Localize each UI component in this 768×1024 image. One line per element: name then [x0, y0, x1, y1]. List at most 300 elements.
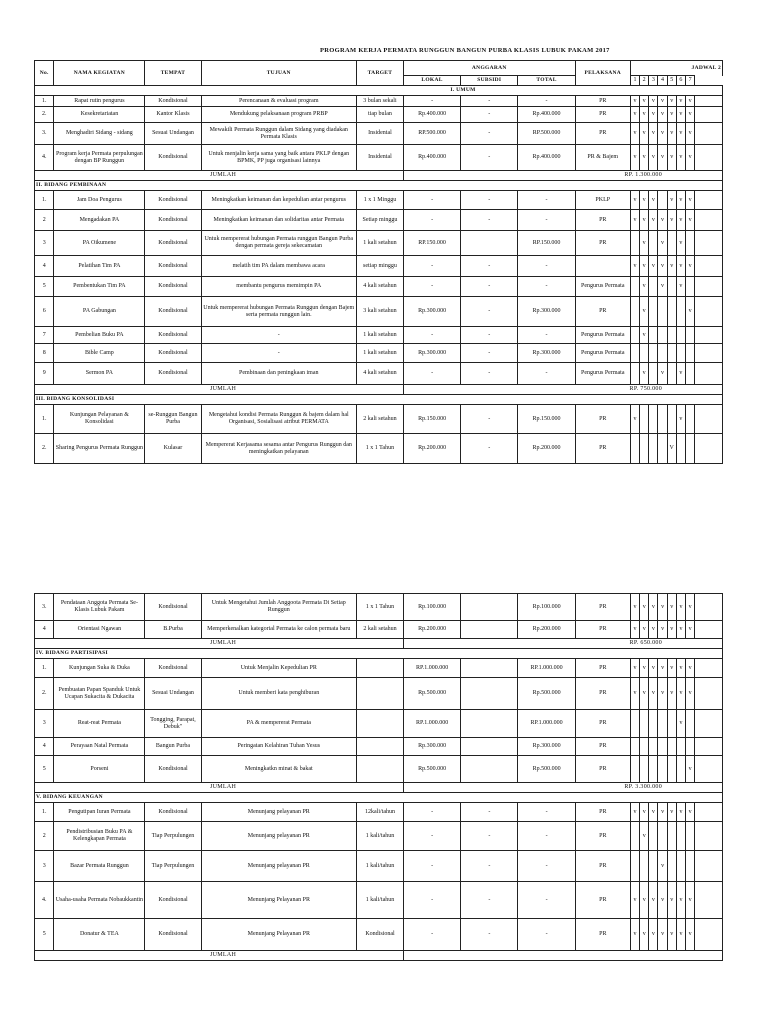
jadwal-mark — [649, 344, 658, 363]
jadwal-extra-cell — [695, 851, 723, 882]
row-pelaksana: PR — [575, 297, 630, 327]
jadwal-mark: v — [649, 678, 658, 710]
jadwal-col: 6 — [676, 76, 685, 86]
row-nama-kegiatan: Menghadiri Sidang - sidang — [54, 123, 145, 145]
row-no: 5 — [35, 756, 54, 783]
row-subsidi: - — [461, 107, 518, 123]
header-target: TARGET — [356, 61, 403, 86]
jadwal-mark: v — [676, 363, 685, 385]
row-subsidi: - — [461, 919, 518, 951]
row-lokal: Rp.400.000 — [403, 107, 460, 123]
jadwal-mark: v — [640, 191, 649, 210]
table-row — [35, 256, 723, 277]
row-subsidi: - — [461, 256, 518, 277]
row-no: 3. — [35, 123, 54, 145]
jadwal-mark — [630, 231, 639, 256]
table-row — [35, 919, 723, 951]
row-total: - — [518, 851, 575, 882]
jadwal-mark — [630, 738, 639, 756]
jadwal-mark — [658, 405, 667, 434]
row-no: 9 — [35, 363, 54, 385]
table-row — [35, 210, 723, 231]
jadwal-mark — [676, 756, 685, 783]
row-lokal: Rp.500.000 — [404, 756, 461, 783]
jadwal-mark: v — [685, 96, 694, 107]
table-row — [35, 297, 723, 327]
jadwal-mark: v — [658, 145, 667, 171]
jadwal-mark — [640, 344, 649, 363]
jadwal-mark: v — [658, 210, 667, 231]
section-title: III. BIDANG KONSOLIDASI — [35, 395, 723, 405]
jadwal-mark: v — [676, 145, 685, 171]
row-tujuan: Mengetahui kondisi Permata Runggun & bajem dalam hal Organisasi, Sosialisasi atribut PERMATA — [201, 405, 356, 434]
row-subsidi: - — [461, 405, 518, 434]
jadwal-extra-cell — [695, 145, 723, 171]
header-lokal: LOKAL — [403, 76, 460, 86]
row-lokal: RP.150.000 — [403, 231, 460, 256]
row-lokal: Rp.100.000 — [404, 594, 461, 621]
row-lokal: RP.1.000.000 — [404, 659, 461, 678]
row-no: 5 — [35, 919, 54, 951]
row-pelaksana: Pengurus Permata — [575, 277, 630, 297]
jadwal-mark: v — [649, 659, 658, 678]
row-target — [356, 738, 403, 756]
jadwal-extra-cell — [695, 210, 723, 231]
jadwal-mark — [630, 851, 639, 882]
jadwal-mark: v — [658, 594, 667, 621]
row-total: Rp.100.000 — [518, 594, 575, 621]
jadwal-mark — [686, 822, 695, 851]
row-no: 3 — [35, 231, 54, 256]
jadwal-mark — [667, 851, 676, 882]
jadwal-mark — [640, 405, 649, 434]
jadwal-mark — [630, 756, 639, 783]
jadwal-mark: v — [630, 919, 639, 951]
jadwal-mark: v — [658, 851, 667, 882]
jadwal-mark: v — [676, 710, 685, 738]
jadwal-mark: v — [667, 919, 676, 951]
row-target: 4 kali setahun — [356, 363, 403, 385]
row-pelaksana: PR — [575, 803, 630, 822]
section-header-row — [35, 395, 723, 405]
row-tempat: B.Purba — [145, 621, 201, 639]
jadwal-mark: v — [685, 123, 694, 145]
jadwal-mark: v — [649, 123, 658, 145]
jumlah-label: JUMLAH — [35, 171, 404, 181]
row-target: 2 kali setahun — [356, 621, 403, 639]
jadwal-mark: v — [685, 107, 694, 123]
jadwal-mark — [667, 297, 676, 327]
table-row — [35, 277, 723, 297]
jadwal-mark: v — [658, 621, 667, 639]
row-pelaksana: PR — [575, 678, 630, 710]
row-no: 4 — [35, 621, 54, 639]
table-row — [35, 710, 723, 738]
row-tempat: Kondisional — [145, 297, 201, 327]
table-row — [35, 327, 723, 344]
jadwal-mark — [640, 851, 649, 882]
jadwal-mark — [676, 738, 685, 756]
row-target: 4 kali setahun — [356, 277, 403, 297]
jadwal-mark: v — [667, 123, 676, 145]
row-nama-kegiatan: Pelatihan Tim PA — [54, 256, 145, 277]
jadwal-mark — [658, 297, 667, 327]
row-no: 1. — [35, 405, 54, 434]
jumlah-label: JUMLAH — [35, 951, 404, 961]
row-target: 1 kali setahun — [356, 231, 403, 256]
row-lokal: - — [403, 256, 460, 277]
jadwal-mark: v — [686, 659, 695, 678]
jadwal-mark: v — [640, 231, 649, 256]
row-target: Insidental — [356, 145, 403, 171]
row-subsidi — [461, 659, 518, 678]
jadwal-mark: v — [630, 803, 639, 822]
jadwal-mark: v — [685, 210, 694, 231]
jadwal-extra-cell — [695, 621, 723, 639]
row-target: 1 kali/tahun — [356, 822, 403, 851]
jadwal-extra-cell — [695, 659, 723, 678]
row-tujuan: Perencanaan & evaluasi program — [201, 96, 356, 107]
row-subsidi: - — [461, 851, 518, 882]
jadwal-mark — [649, 231, 658, 256]
row-total: - — [518, 96, 575, 107]
row-tujuan: Menunjang Pelayanan PR — [201, 919, 356, 951]
row-total: Rp.400.000 — [518, 145, 575, 171]
row-tempat: Kondisional — [145, 882, 201, 919]
row-target: Setiap minggu — [356, 210, 403, 231]
row-pelaksana: PR — [575, 882, 630, 919]
jadwal-mark: v — [667, 256, 676, 277]
header-anggaran: ANGGARAN — [403, 61, 575, 76]
jadwal-mark: v — [630, 405, 639, 434]
section-header-row — [35, 649, 723, 659]
row-lokal: Rp.500.000 — [404, 678, 461, 710]
jadwal-mark — [676, 434, 685, 464]
jadwal-mark — [685, 363, 694, 385]
jadwal-mark: v — [630, 882, 639, 919]
table-row — [35, 851, 723, 882]
row-pelaksana: PR — [575, 594, 630, 621]
row-target: Insidental — [356, 123, 403, 145]
row-subsidi: - — [461, 327, 518, 344]
row-tujuan: Menunjang pelayanan PR — [201, 851, 356, 882]
jadwal-mark: v — [686, 621, 695, 639]
row-total: RP.1.000.000 — [518, 710, 575, 738]
row-subsidi: - — [461, 145, 518, 171]
table-row — [35, 145, 723, 171]
jumlah-row — [35, 171, 723, 181]
jadwal-mark: v — [676, 96, 685, 107]
header-subsidi: SUBSIDI — [461, 76, 518, 86]
row-target: 2 kali setahun — [356, 405, 403, 434]
header-no: No. — [35, 61, 54, 86]
table-row — [35, 594, 723, 621]
jadwal-mark: v — [649, 882, 658, 919]
row-lokal: - — [403, 96, 460, 107]
jadwal-mark — [667, 405, 676, 434]
table-row — [35, 123, 723, 145]
row-no: 7 — [35, 327, 54, 344]
row-total: Rp.500.000 — [518, 756, 575, 783]
table-row — [35, 621, 723, 639]
jadwal-extra-cell — [695, 363, 723, 385]
row-tempat: Kondisional — [145, 756, 201, 783]
row-total: Rp.300.000 — [518, 344, 575, 363]
jadwal-mark: v — [640, 919, 649, 951]
jadwal-mark: v — [686, 919, 695, 951]
jadwal-mark — [649, 756, 658, 783]
row-tujuan: - — [201, 344, 356, 363]
row-nama-kegiatan: Sharing Pengurus Permata Runggun — [54, 434, 145, 464]
row-lokal: RP.1.000.000 — [404, 710, 461, 738]
row-target: 3 kali setahun — [356, 297, 403, 327]
jadwal-mark: v — [649, 594, 658, 621]
row-tempat: Kantor Klasis — [145, 107, 201, 123]
row-pelaksana: PR — [575, 434, 630, 464]
jadwal-mark — [649, 277, 658, 297]
row-lokal: Rp.300.000 — [403, 344, 460, 363]
jadwal-extra-cell — [695, 277, 723, 297]
jadwal-mark — [658, 191, 667, 210]
row-total: - — [518, 363, 575, 385]
header-nama-kegiatan: NAMA KEGIATAN — [54, 61, 145, 86]
row-pelaksana: PR — [575, 919, 630, 951]
jadwal-mark: v — [658, 256, 667, 277]
row-total: - — [518, 803, 575, 822]
row-target: 1 kali setahun — [356, 344, 403, 363]
row-total: - — [518, 191, 575, 210]
row-tujuan: Mempererat Kerjasama sesama antar Pengurus Runggun dan meningkatkan pelayanan — [201, 434, 356, 464]
table-row — [35, 803, 723, 822]
jadwal-mark: v — [686, 803, 695, 822]
jadwal-mark — [686, 851, 695, 882]
row-tujuan: Untuk Mengetahui Jumlah Anggoota Permata Di Setiap Runggun — [201, 594, 356, 621]
row-nama-kegiatan: Pembentukan Tim PA — [54, 277, 145, 297]
jadwal-mark — [658, 710, 667, 738]
jadwal-extra-cell — [695, 107, 723, 123]
section-header-row — [35, 793, 723, 803]
row-tempat: Kondisional — [145, 803, 201, 822]
row-tempat: Kondisional — [145, 363, 201, 385]
row-lokal: - — [403, 277, 460, 297]
jumlah-total: RP. 750.000 — [403, 385, 722, 395]
jadwal-extra-cell — [695, 919, 723, 951]
row-no: 1. — [35, 96, 54, 107]
row-tempat: se-Runggun Bangun Purba — [145, 405, 201, 434]
row-pelaksana: PR — [575, 405, 630, 434]
jadwal-mark — [667, 738, 676, 756]
row-tempat: Tiap Perpulungen — [145, 822, 201, 851]
document-title: PROGRAM KERJA PERMATA RUNGGUN BANGUN PURBA KLASIS LUBUK PAKAM 2017 — [320, 47, 610, 54]
row-nama-kegiatan: Program kerja Permata perpulungan dengan BP Runggun — [54, 145, 145, 171]
row-lokal: Rp.300.000 — [403, 297, 460, 327]
row-tujuan: Mewakili Permata Runggun dalam Sidang yang diadakan Permata Klasis — [201, 123, 356, 145]
section-title: I. UMUM — [35, 86, 723, 96]
jadwal-mark: v — [676, 919, 685, 951]
row-no: 3 — [35, 851, 54, 882]
jadwal-extra-cell — [695, 297, 723, 327]
row-lokal: Rp.400.000 — [403, 145, 460, 171]
row-tempat: Kondisional — [145, 145, 201, 171]
row-subsidi: - — [461, 191, 518, 210]
jadwal-mark: v — [630, 678, 639, 710]
row-subsidi: - — [461, 277, 518, 297]
jadwal-mark: v — [667, 594, 676, 621]
row-tempat: Kondisional — [145, 191, 201, 210]
row-tempat: Kondisional — [145, 256, 201, 277]
jadwal-mark: v — [640, 96, 649, 107]
jadwal-mark: v — [630, 594, 639, 621]
jadwal-extra-cell — [695, 822, 723, 851]
row-pelaksana: Pengurus Permata — [575, 344, 630, 363]
row-pelaksana: PR — [575, 96, 630, 107]
jadwal-col: 2 — [640, 76, 649, 86]
row-subsidi: - — [461, 210, 518, 231]
jadwal-mark — [658, 327, 667, 344]
jadwal-mark — [630, 434, 639, 464]
jadwal-mark: v — [686, 678, 695, 710]
jadwal-mark: v — [686, 594, 695, 621]
row-tujuan: melatih tim PA dalam membawa acara — [201, 256, 356, 277]
row-target: Kondisional — [356, 919, 403, 951]
header-jadwal: JADWAL 2 — [630, 61, 722, 76]
row-pelaksana: PR — [575, 756, 630, 783]
jadwal-mark: v — [649, 107, 658, 123]
jadwal-mark: v — [630, 96, 639, 107]
jadwal-extra-cell — [695, 882, 723, 919]
jadwal-mark: v — [676, 231, 685, 256]
jadwal-mark — [685, 277, 694, 297]
row-lokal: - — [404, 882, 461, 919]
section-header-row — [35, 86, 723, 96]
jadwal-mark — [649, 363, 658, 385]
jadwal-mark — [658, 822, 667, 851]
row-nama-kegiatan: PA Oikumene — [54, 231, 145, 256]
row-tempat: Kondisional — [145, 231, 201, 256]
jadwal-mark: v — [649, 919, 658, 951]
jadwal-mark — [667, 710, 676, 738]
row-subsidi: - — [461, 363, 518, 385]
row-subsidi: - — [461, 344, 518, 363]
header-tempat: TEMPAT — [145, 61, 201, 86]
row-tujuan: Untuk mempererat hubungan Permata Runggun dengan Bajem serta permata runggun lain. — [201, 297, 356, 327]
jadwal-extra-cell — [695, 123, 723, 145]
jadwal-mark: v — [630, 123, 639, 145]
row-nama-kegiatan: PA Gabungan — [54, 297, 145, 327]
row-tempat: Kondisional — [145, 96, 201, 107]
jadwal-extra-cell — [695, 405, 723, 434]
jadwal-mark — [630, 344, 639, 363]
jadwal-mark — [649, 405, 658, 434]
jadwal-extra-cell — [695, 327, 723, 344]
table-row — [35, 434, 723, 464]
table-row — [35, 405, 723, 434]
jadwal-mark: v — [640, 621, 649, 639]
row-tempat: Sesuai Undangan — [145, 678, 201, 710]
jadwal-mark: v — [667, 145, 676, 171]
row-target: 1 kali/tahun — [356, 851, 403, 882]
row-subsidi — [461, 621, 518, 639]
jadwal-mark: v — [667, 678, 676, 710]
row-total: Rp.300.000 — [518, 738, 575, 756]
jadwal-mark: v — [640, 107, 649, 123]
jadwal-col: 1 — [630, 76, 639, 86]
jadwal-mark: v — [676, 256, 685, 277]
row-target — [356, 756, 403, 783]
row-lokal: - — [404, 803, 461, 822]
jadwal-mark: v — [676, 594, 685, 621]
row-nama-kegiatan: Rapat rutin pengurus — [54, 96, 145, 107]
jadwal-mark — [685, 405, 694, 434]
jumlah-row — [35, 385, 723, 395]
jadwal-extra-cell — [695, 256, 723, 277]
jadwal-mark: v — [658, 919, 667, 951]
jadwal-mark: v — [640, 659, 649, 678]
jadwal-mark — [649, 851, 658, 882]
jadwal-mark: v — [658, 123, 667, 145]
jadwal-col: 3 — [649, 76, 658, 86]
row-pelaksana: PR — [575, 107, 630, 123]
jadwal-mark: v — [676, 803, 685, 822]
row-tujuan: Mendukung pelaksanaan program PRBP — [201, 107, 356, 123]
jadwal-mark: v — [658, 659, 667, 678]
row-tujuan: Menunjang Pelayanan PR — [201, 882, 356, 919]
jadwal-mark — [667, 231, 676, 256]
jadwal-mark: v — [640, 145, 649, 171]
jadwal-mark: v — [658, 882, 667, 919]
jumlah-row — [35, 783, 723, 793]
row-tujuan: membantu pengurus memimpin PA — [201, 277, 356, 297]
jadwal-mark: v — [640, 678, 649, 710]
jadwal-mark — [658, 434, 667, 464]
jadwal-extra-cell — [695, 344, 723, 363]
row-no: 4 — [35, 256, 54, 277]
row-pelaksana: PR — [575, 210, 630, 231]
row-no: 1. — [35, 191, 54, 210]
section-title: IV. BIDANG PARTISIPASI — [35, 649, 723, 659]
jadwal-mark — [630, 710, 639, 738]
row-tujuan: Meningkatkan keimanan dan kepedulian antar pengurus — [201, 191, 356, 210]
row-target: 12kali/tahun — [356, 803, 403, 822]
row-no: 3. — [35, 594, 54, 621]
row-target: tiap bulan — [356, 107, 403, 123]
header-total: TOTAL — [518, 76, 575, 86]
row-total: RP.500.000 — [518, 123, 575, 145]
row-no: 2 — [35, 822, 54, 851]
row-no: 3 — [35, 710, 54, 738]
row-tempat: Kondisional — [145, 210, 201, 231]
row-pelaksana: PR & Bajem — [575, 145, 630, 171]
jadwal-mark — [630, 822, 639, 851]
row-tujuan: Meningkatkn minat & bakat — [201, 756, 356, 783]
jadwal-mark — [676, 344, 685, 363]
jadwal-mark: v — [630, 621, 639, 639]
row-tujuan: Untuk mempererat hubungan Permata runggun Bangun Purba dengan permata gereja sekecamatan — [201, 231, 356, 256]
row-target: 1 kali setahun — [356, 327, 403, 344]
table-row — [35, 363, 723, 385]
jadwal-extra-cell — [695, 594, 723, 621]
jadwal-mark: v — [640, 123, 649, 145]
jadwal-mark: v — [676, 107, 685, 123]
row-total: Rp.200.000 — [518, 621, 575, 639]
row-tempat: Kondisional — [145, 344, 201, 363]
jadwal-extra-cell — [695, 803, 723, 822]
jadwal-mark: v — [676, 277, 685, 297]
jadwal-mark — [676, 327, 685, 344]
row-no: 2. — [35, 107, 54, 123]
row-subsidi: - — [461, 123, 518, 145]
row-tujuan: Pembinaan dan peningkaan iman — [201, 363, 356, 385]
